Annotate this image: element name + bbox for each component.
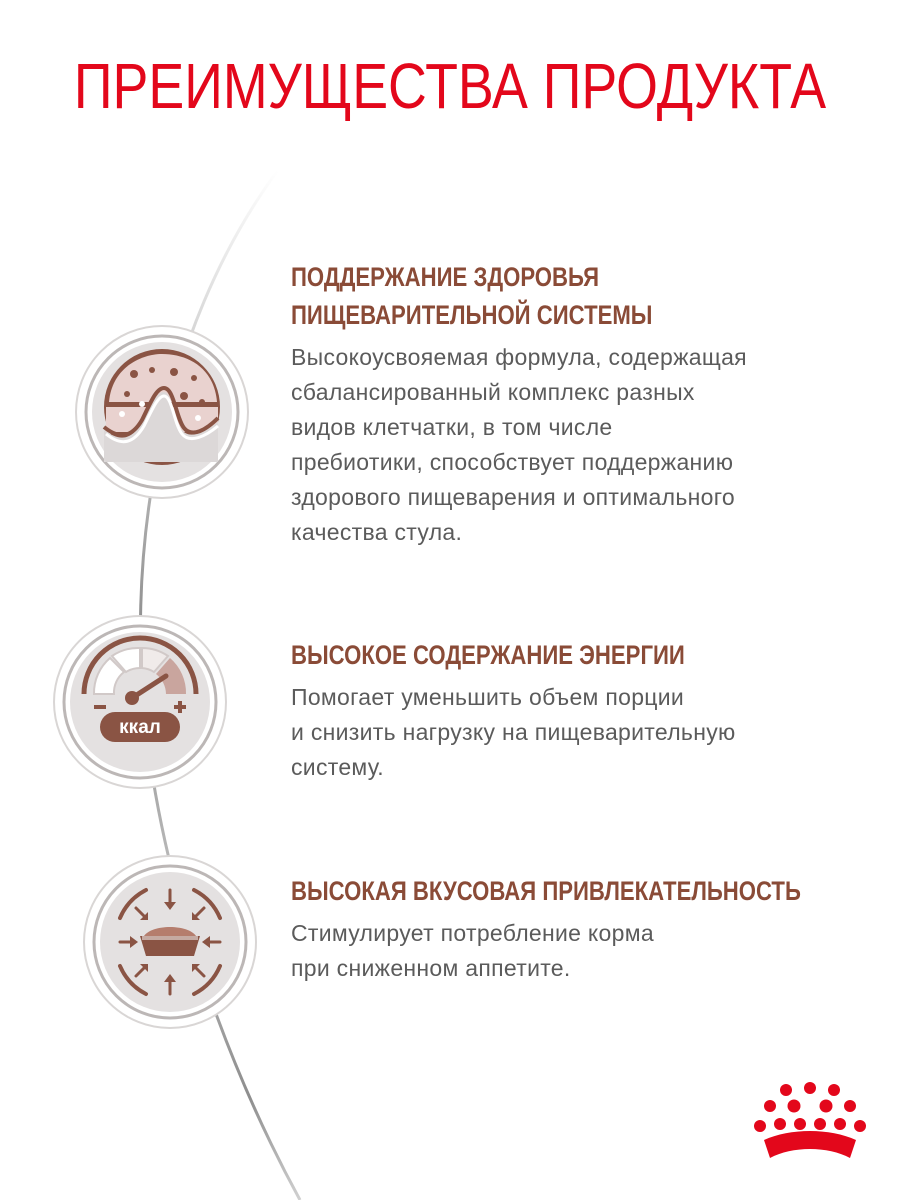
benefit-palatability: [291, 872, 871, 986]
benefit-heading: ВЫСОКАЯ ВКУСОВАЯ ПРИВЛЕКАТЕЛЬНОСТЬ: [291, 876, 801, 906]
kcal-label: ккал: [119, 717, 161, 738]
benefit-text: Помогает уменьшить объем порции и снизить нагрузку на пищеварительную систему.: [291, 684, 736, 780]
benefit-heading: ВЫСОКОЕ СОДЕРЖАНИЕ ЭНЕРГИИ: [291, 640, 685, 670]
benefit-energy: [291, 636, 871, 785]
benefit-heading: ПИЩЕВАРИТЕЛЬНОЙ СИСТЕМЫ: [291, 300, 653, 330]
page-title: ПРЕИМУЩЕСТВА ПРОДУКТА: [73, 50, 827, 122]
benefit-text: Высокоусвояемая формула, содержащая сбалансированный комплекс разных видов клетчатки, в том числе пребиотики, способствует поддержанию здорового пищеварения и оптимального качества стула.: [291, 344, 747, 545]
benefit-heading: ПОДДЕРЖАНИЕ ЗДОРОВЬЯ: [291, 262, 599, 292]
energy-gauge-icon: [50, 612, 230, 792]
crown-logo-icon: [750, 1080, 870, 1170]
digestion-icon: [72, 322, 252, 502]
palatability-bowl-icon: [80, 852, 260, 1032]
benefit-digestion: [291, 258, 871, 550]
benefit-text: Стимулирует потребление корма при сниженном аппетите.: [291, 920, 654, 981]
